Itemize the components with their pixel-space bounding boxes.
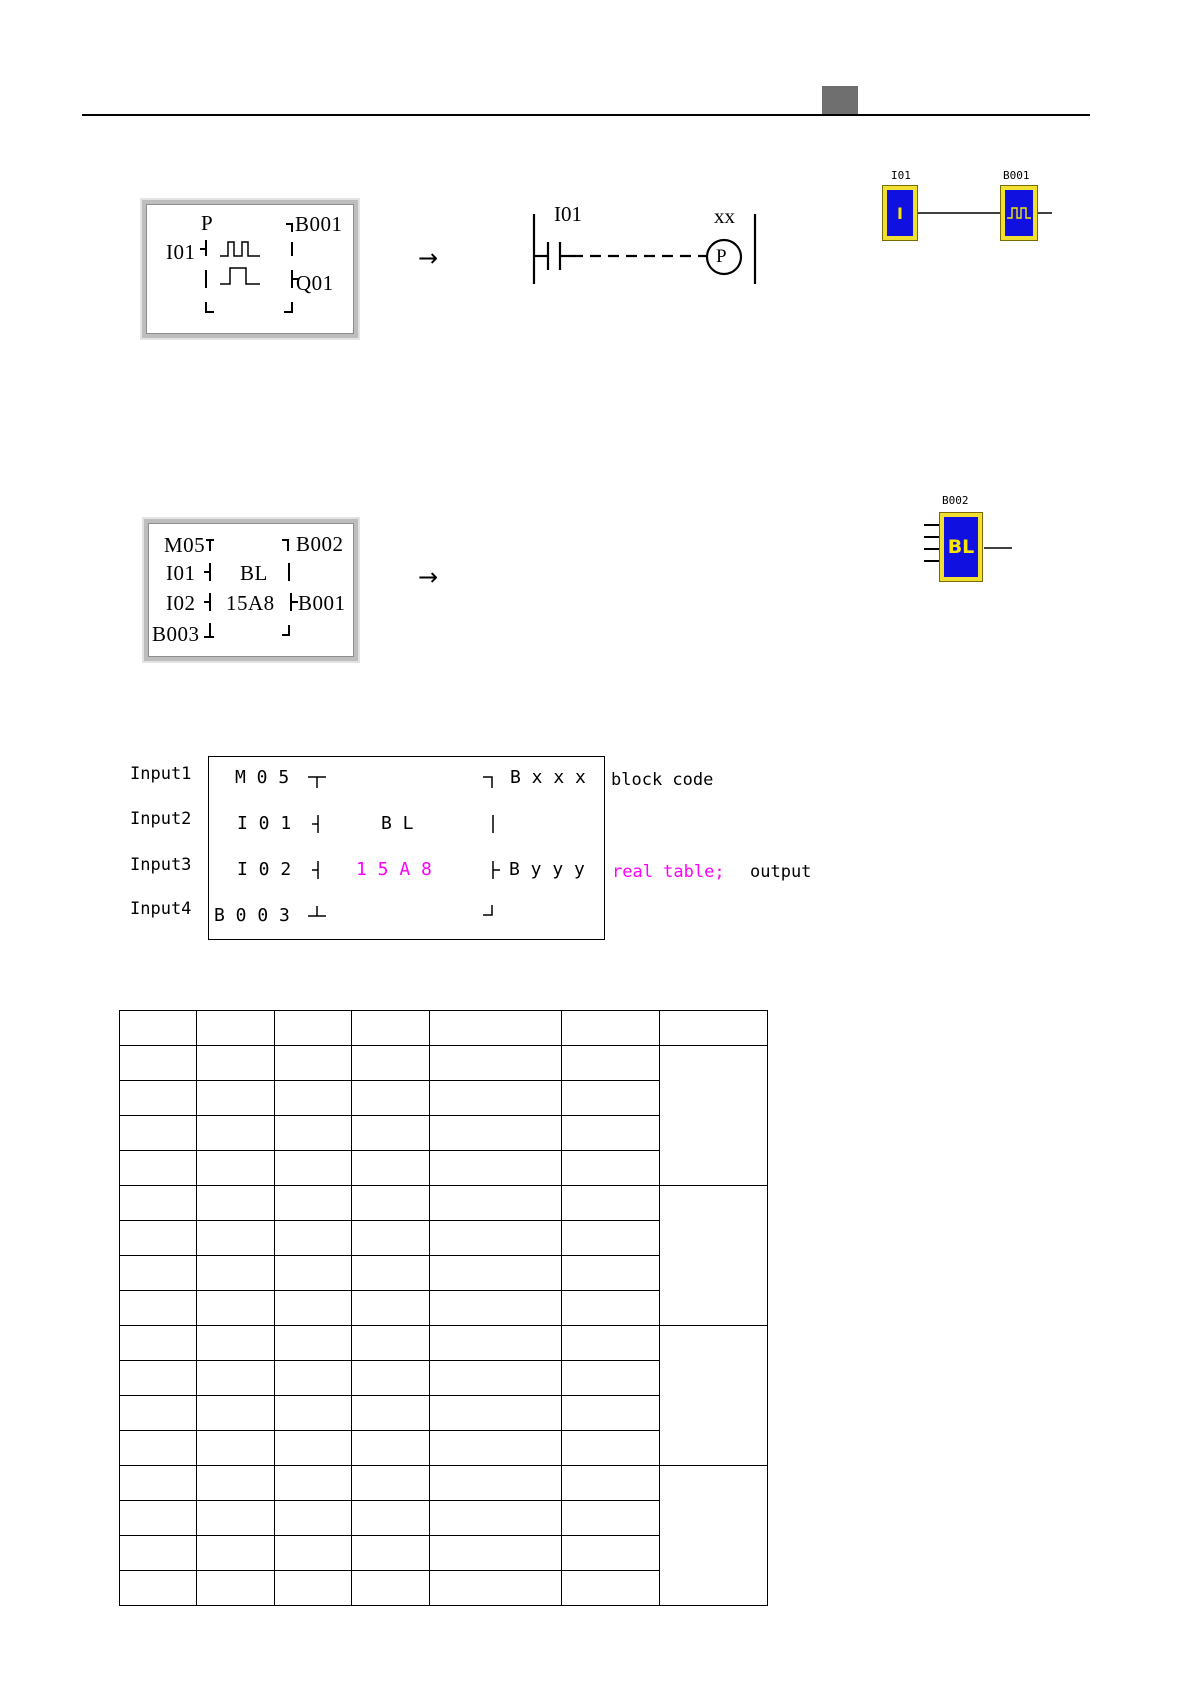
table-cell xyxy=(275,1326,352,1361)
table-cell xyxy=(275,1256,352,1291)
table-cell xyxy=(120,1466,197,1501)
table-cell xyxy=(120,1291,197,1326)
input3-label: Input3 xyxy=(130,855,192,875)
table-cell xyxy=(562,1361,660,1396)
table-cell xyxy=(352,1466,430,1501)
table-cell xyxy=(120,1361,197,1396)
table-cell xyxy=(197,1256,275,1291)
table-cell xyxy=(352,1291,430,1326)
table-cell xyxy=(120,1431,197,1466)
table-cell xyxy=(197,1116,275,1151)
table-cell xyxy=(352,1396,430,1431)
table-cell xyxy=(275,1151,352,1186)
lcd-input-label: I01 xyxy=(166,240,196,264)
table-cell xyxy=(562,1186,660,1221)
table-cell xyxy=(352,1501,430,1536)
table-cell xyxy=(430,1396,562,1431)
table-cell xyxy=(120,1501,197,1536)
arrow-1: → xyxy=(418,244,439,272)
table-cell xyxy=(430,1291,562,1326)
table-cell xyxy=(562,1466,660,1501)
table-cell xyxy=(352,1361,430,1396)
table-header-row xyxy=(120,1011,768,1046)
lcd-out: B001 xyxy=(298,591,346,615)
table-cell xyxy=(430,1221,562,1256)
input4-label: Input4 xyxy=(130,899,192,919)
lcd-block-code: B001 xyxy=(295,212,343,236)
lcd-in1: M05 xyxy=(164,533,206,557)
table-cell xyxy=(352,1256,430,1291)
table-cell xyxy=(120,1396,197,1431)
table-cell xyxy=(562,1221,660,1256)
table-group-cell xyxy=(660,1326,768,1466)
table-cell xyxy=(430,1536,562,1571)
ladder-coil-label: xx xyxy=(714,204,735,228)
table-cell xyxy=(352,1431,430,1466)
table-cell xyxy=(275,1221,352,1256)
bl-icon: BL xyxy=(944,517,978,577)
table-cell xyxy=(197,1571,275,1606)
table-group-cell xyxy=(660,1186,768,1326)
table-cell xyxy=(430,1431,562,1466)
table-cell xyxy=(430,1116,562,1151)
input1-label: Input1 xyxy=(130,764,192,784)
row1-input: M 0 5 xyxy=(235,767,290,788)
table-cell xyxy=(430,1186,562,1221)
table-cell xyxy=(197,1221,275,1256)
table-cell xyxy=(197,1291,275,1326)
lcd-in3: I02 xyxy=(166,591,196,615)
table-cell xyxy=(562,1256,660,1291)
row1-note: block code xyxy=(611,770,714,790)
table-cell xyxy=(352,1046,430,1081)
table-cell xyxy=(275,1291,352,1326)
table-cell xyxy=(275,1431,352,1466)
table-cell xyxy=(120,1186,197,1221)
table-row xyxy=(120,1186,768,1221)
table-cell xyxy=(562,1326,660,1361)
table-cell xyxy=(352,1326,430,1361)
table-row xyxy=(120,1046,768,1081)
table-cell xyxy=(197,1466,275,1501)
row3-input: I 0 2 xyxy=(237,859,292,880)
table-cell xyxy=(430,1466,562,1501)
row3-note: output xyxy=(750,862,812,882)
row1-block-code: B x x x xyxy=(510,767,586,788)
table-cell xyxy=(197,1361,275,1396)
lcd-param: 15A8 xyxy=(226,591,275,615)
table-cell xyxy=(275,1466,352,1501)
table-cell xyxy=(562,1291,660,1326)
table-cell xyxy=(352,1011,430,1046)
table-cell xyxy=(352,1151,430,1186)
fbd-block-label: B001 xyxy=(1003,169,1030,182)
ladder-coil-symbol: P xyxy=(716,246,727,267)
table-cell xyxy=(275,1081,352,1116)
table-row xyxy=(120,1466,768,1501)
table-cell xyxy=(562,1431,660,1466)
input2-label: Input2 xyxy=(130,809,192,829)
table-cell xyxy=(562,1396,660,1431)
table-cell xyxy=(275,1396,352,1431)
table-cell xyxy=(120,1046,197,1081)
table-cell xyxy=(197,1326,275,1361)
table-cell xyxy=(120,1011,197,1046)
table-cell xyxy=(197,1081,275,1116)
table-cell xyxy=(352,1221,430,1256)
table-cell xyxy=(120,1116,197,1151)
table-cell xyxy=(275,1186,352,1221)
table-cell xyxy=(120,1151,197,1186)
table-cell xyxy=(430,1571,562,1606)
table-cell xyxy=(352,1536,430,1571)
lcd-output-label: Q01 xyxy=(296,271,334,295)
table-cell xyxy=(562,1501,660,1536)
table-cell xyxy=(197,1011,275,1046)
row2-input: I 0 1 xyxy=(237,813,292,834)
fbd-input-label: I01 xyxy=(891,169,911,182)
table-cell xyxy=(197,1396,275,1431)
table-cell xyxy=(120,1571,197,1606)
table-cell xyxy=(120,1221,197,1256)
table-cell xyxy=(197,1186,275,1221)
table-cell xyxy=(430,1326,562,1361)
table-cell xyxy=(197,1046,275,1081)
table-cell xyxy=(562,1046,660,1081)
table-cell xyxy=(275,1011,352,1046)
table-cell xyxy=(352,1081,430,1116)
table-cell xyxy=(430,1501,562,1536)
lcd-func: BL xyxy=(240,561,268,585)
table-cell xyxy=(430,1011,562,1046)
table-cell xyxy=(562,1011,660,1046)
lcd-in2: I01 xyxy=(166,561,196,585)
fbd-bl-block-label: B002 xyxy=(942,494,969,507)
table-cell xyxy=(275,1501,352,1536)
table-cell xyxy=(197,1431,275,1466)
row3-param: 1 5 A 8 xyxy=(356,859,432,880)
table-cell xyxy=(562,1571,660,1606)
table-cell xyxy=(197,1501,275,1536)
table-cell xyxy=(562,1536,660,1571)
table-cell xyxy=(352,1186,430,1221)
arrow-2: → xyxy=(418,563,439,591)
row3-note-magenta: real table; xyxy=(612,862,725,882)
row4-input: B 0 0 3 xyxy=(214,905,290,926)
table-cell xyxy=(275,1361,352,1396)
table-group-cell xyxy=(660,1046,768,1186)
table-cell xyxy=(660,1011,768,1046)
ladder-contact-label: I01 xyxy=(554,202,582,226)
table-cell xyxy=(430,1046,562,1081)
lcd-top-label: P xyxy=(201,211,214,235)
table-cell xyxy=(275,1536,352,1571)
table-cell xyxy=(120,1536,197,1571)
table-cell xyxy=(120,1326,197,1361)
table-cell xyxy=(120,1081,197,1116)
table-cell xyxy=(430,1256,562,1291)
truth-table xyxy=(119,1010,768,1606)
table-group-cell xyxy=(660,1466,768,1606)
input-icon: I xyxy=(887,190,913,236)
table-cell xyxy=(562,1116,660,1151)
lcd-block-code: B002 xyxy=(296,532,344,556)
table-cell xyxy=(275,1116,352,1151)
table-cell xyxy=(120,1256,197,1291)
table-cell xyxy=(562,1151,660,1186)
table-cell xyxy=(197,1536,275,1571)
table-cell xyxy=(352,1116,430,1151)
table-cell xyxy=(275,1571,352,1606)
row3-output-code: B y y y xyxy=(509,859,585,880)
table-cell xyxy=(352,1571,430,1606)
table-cell xyxy=(430,1081,562,1116)
row2-func: B L xyxy=(381,813,414,834)
table-cell xyxy=(562,1081,660,1116)
table-row xyxy=(120,1326,768,1361)
table-cell xyxy=(430,1151,562,1186)
table-cell xyxy=(197,1151,275,1186)
table-cell xyxy=(275,1046,352,1081)
lcd-in4: B003 xyxy=(152,622,200,646)
table-cell xyxy=(430,1361,562,1396)
